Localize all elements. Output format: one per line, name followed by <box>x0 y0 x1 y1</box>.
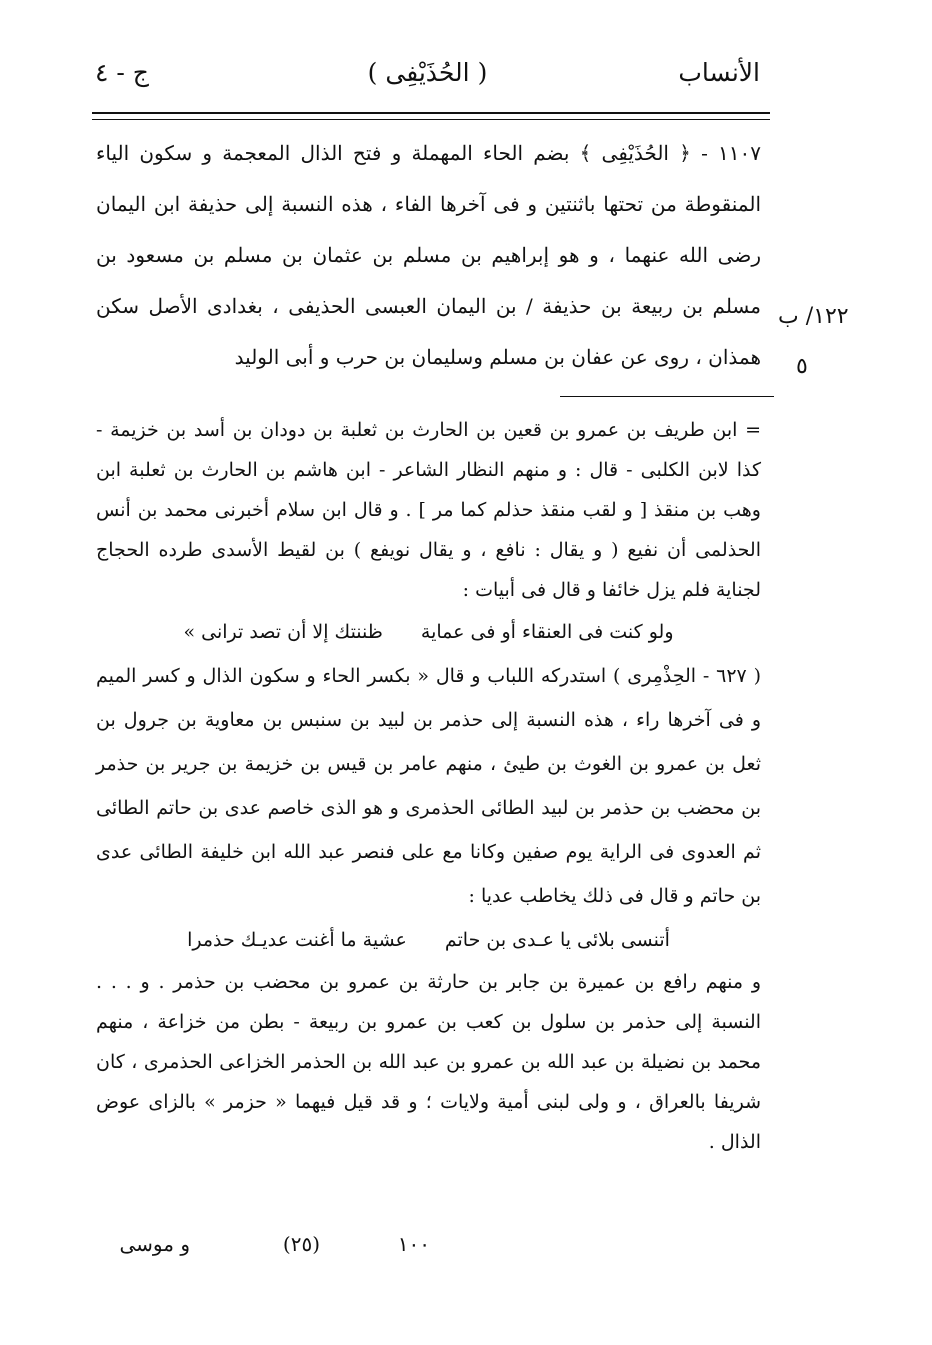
footnote-paragraph-1: = ابن طريف بن عمرو بن قعين بن الحارث بن ثعلبة بن دودان بن أسد بن خزيمة - كذا لابن الكلبى - قال : و منهم النظار الشاعر - ابن هاشم بن الحارث بن ثعلبة ابن وهب بن منقذ [ و لقب منقذ حذلم كما مر ] . و قال ابن سلام أخبرنى محمد بن أنس الحذلمى أن نفيع ( و يقال : نافع ، و يقال نويفع ) بن لقيط الأسدى طرده الحجاج لجناية فلم يزل خائفا و قال فى أبيات : <box>96 419 761 601</box>
footnote-paragraph-2: ( ٦٢٧ - الحِذْمِرى ) استدركه اللباب و قال « بكسر الحاء و سكون الذال و كسر الميم و فى آخرها راء ، هذه النسبة إلى حذمر بن لبيد بن سنبس بن معاوية بن جرول بن ثعل بن عمرو بن الغوث بن طيئ ، منهم عامر بن قيس بن خزيمة بن جرير بن حذمر بن محضب بن حذمر بن لبيد الطائى الحذمرى و هو الذى خاصم عدى بن حاتم الطائى ثم العدوى فى الراية يوم صفين وكانا مع على فنصر عبد الله ابن خليفة الطائى عدى بن حاتم و قال فى ذلك يخاطب عديا : <box>96 665 761 907</box>
page-number: ١٠٠ <box>397 1232 430 1256</box>
footnote-verse-2 <box>96 918 761 962</box>
running-head-book-title: الأنساب <box>678 58 760 87</box>
footnote-separator-rule <box>560 396 774 397</box>
verse-2-first-hemistich: أتنسى بلائى يا عـدى بن حاتم <box>444 929 670 951</box>
manuscript-folio-reference: ١٢٢/ ب <box>778 304 849 329</box>
verse-2-second-hemistich: عشية ما أغنت عديـك حذمرا <box>187 929 407 951</box>
running-head-volume: ج - ٤ <box>95 58 149 87</box>
verse-1-second-hemistich: ظننتك إلا أن تصد ترانى » <box>183 621 383 643</box>
page-footer <box>100 1232 660 1264</box>
running-head-entry-title: ( الحُذَيْفِى ) <box>367 58 488 87</box>
header-rule <box>92 112 770 120</box>
footnote-paragraph-3: و منهم رافع بن عميرة بن جابر بن حارثة بن عمرو بن محضب بن حذمر . و . . . النسبة إلى حذمر بن سلول بن كعب بن عمرو بن ربيعة - بطن من خزاعة ، منهم محمد بن نضيلة بن عبد الله بن عمرو بن عبد الله بن الحذمر الخزاعى الحذمرى ، كان شريفا بالعراق ، و ولى لبنى أمية ولايات ؛ و قد قيل فيهما « حزمر » بالزاى عوض الذال . <box>96 971 761 1153</box>
running-head <box>95 58 760 98</box>
verse-1-first-hemistich: ولو كنت فى العنقاء أو فى عماية <box>420 621 674 643</box>
footnotes-block <box>96 410 761 1162</box>
catchword: و موسى <box>119 1232 190 1256</box>
margin-line-number: ٥ <box>796 354 808 379</box>
main-entry-text: ١١٠٧ - ﴿ الحُذَيْفِى ﴾ بضم الحاء المهملة و فتح الذال المعجمة و سكون الياء المنقوطة من تحتها باثنتين و فى آخرها الفاء ، هذه النسبة إلى حذيفة ابن اليمان رضى الله عنهما ، و هو إبراهيم بن مسلم بن عثمان بن مسلم بن مسعود بن مسلم بن ربيعة بن حذيفة / بن اليمان العبسى الحذيفى ، بغدادى الأصل سكن همذان ، روى عن عفان بن مسلم وسليمان بن حرب و أبى الوليد <box>96 141 761 369</box>
footnote-verse-1 <box>96 610 761 654</box>
signature-mark: (٢٥) <box>282 1232 320 1256</box>
